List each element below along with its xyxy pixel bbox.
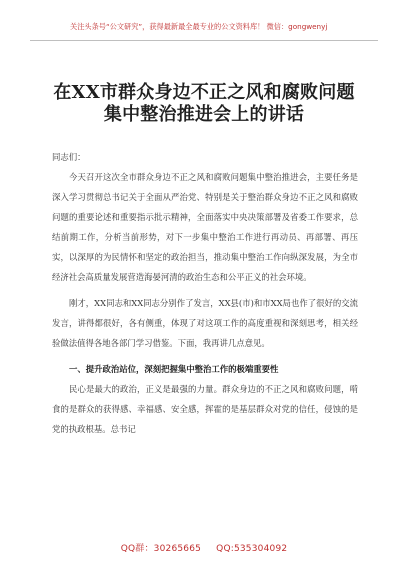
header-notice: 关注头条号“公文研究”，获得最新最全最专业的公文资料库！ 微信：gongwenyj: [70, 22, 328, 31]
header-divider: [30, 40, 378, 41]
footer-qq-group: QQ群：30265665: [120, 544, 202, 554]
paragraph-3: 民心是最大的政治，正义是最强的力量。群众身边的不正之风和腐败问题，啃食的是群众的获得感、幸福感、安全感，挥霍的是基层群众对党的信任，侵蚀的是党的执政根基。总书记: [52, 384, 358, 434]
title-line-2: 集中整治推进会上的讲话: [103, 104, 305, 125]
salutation: 同志们：: [52, 152, 86, 162]
footer-contact: [0, 541, 408, 554]
paragraph-1: 今天召开这次全市群众身边不正之风和腐败问题集中整治推进会，主要任务是深入学习贯彻总书记关于全面从严治党、特别是关于整治群众身边不正之风和腐败问题的重要论述和重要指示批示精神，全面落实中央决策部署及省委工作要求，总结前期工作，分析当前形势，对下一步集中整治工作进行再动员、再部署、再压实，以深厚的为民情怀和坚定的政治担当，推动集中整治工作向纵深发展，为全市经济社会高质量发展营造海晏河清的政治生态和公平正义的社会环境。: [52, 172, 358, 282]
section-heading-1: 一、提升政治站位，深刻把握集中整治工作的极端重要性: [69, 364, 279, 374]
title-line-1: 在XX市群众身边不正之风和腐败问题: [53, 82, 355, 103]
paragraph-2: 刚才，XX同志和XX同志分别作了发言，XX县(市)和市XX局也作了很好的交流发言，讲得都很好，各有侧重，体现了对这项工作的高度重视和深刻思考，相关经验做法值得各地各部门学习借鉴。下面，我再讲几点意见。: [52, 298, 358, 348]
document-body: [52, 147, 358, 439]
page-title: [0, 82, 408, 126]
footer-qq: QQ:535304092: [216, 544, 288, 554]
